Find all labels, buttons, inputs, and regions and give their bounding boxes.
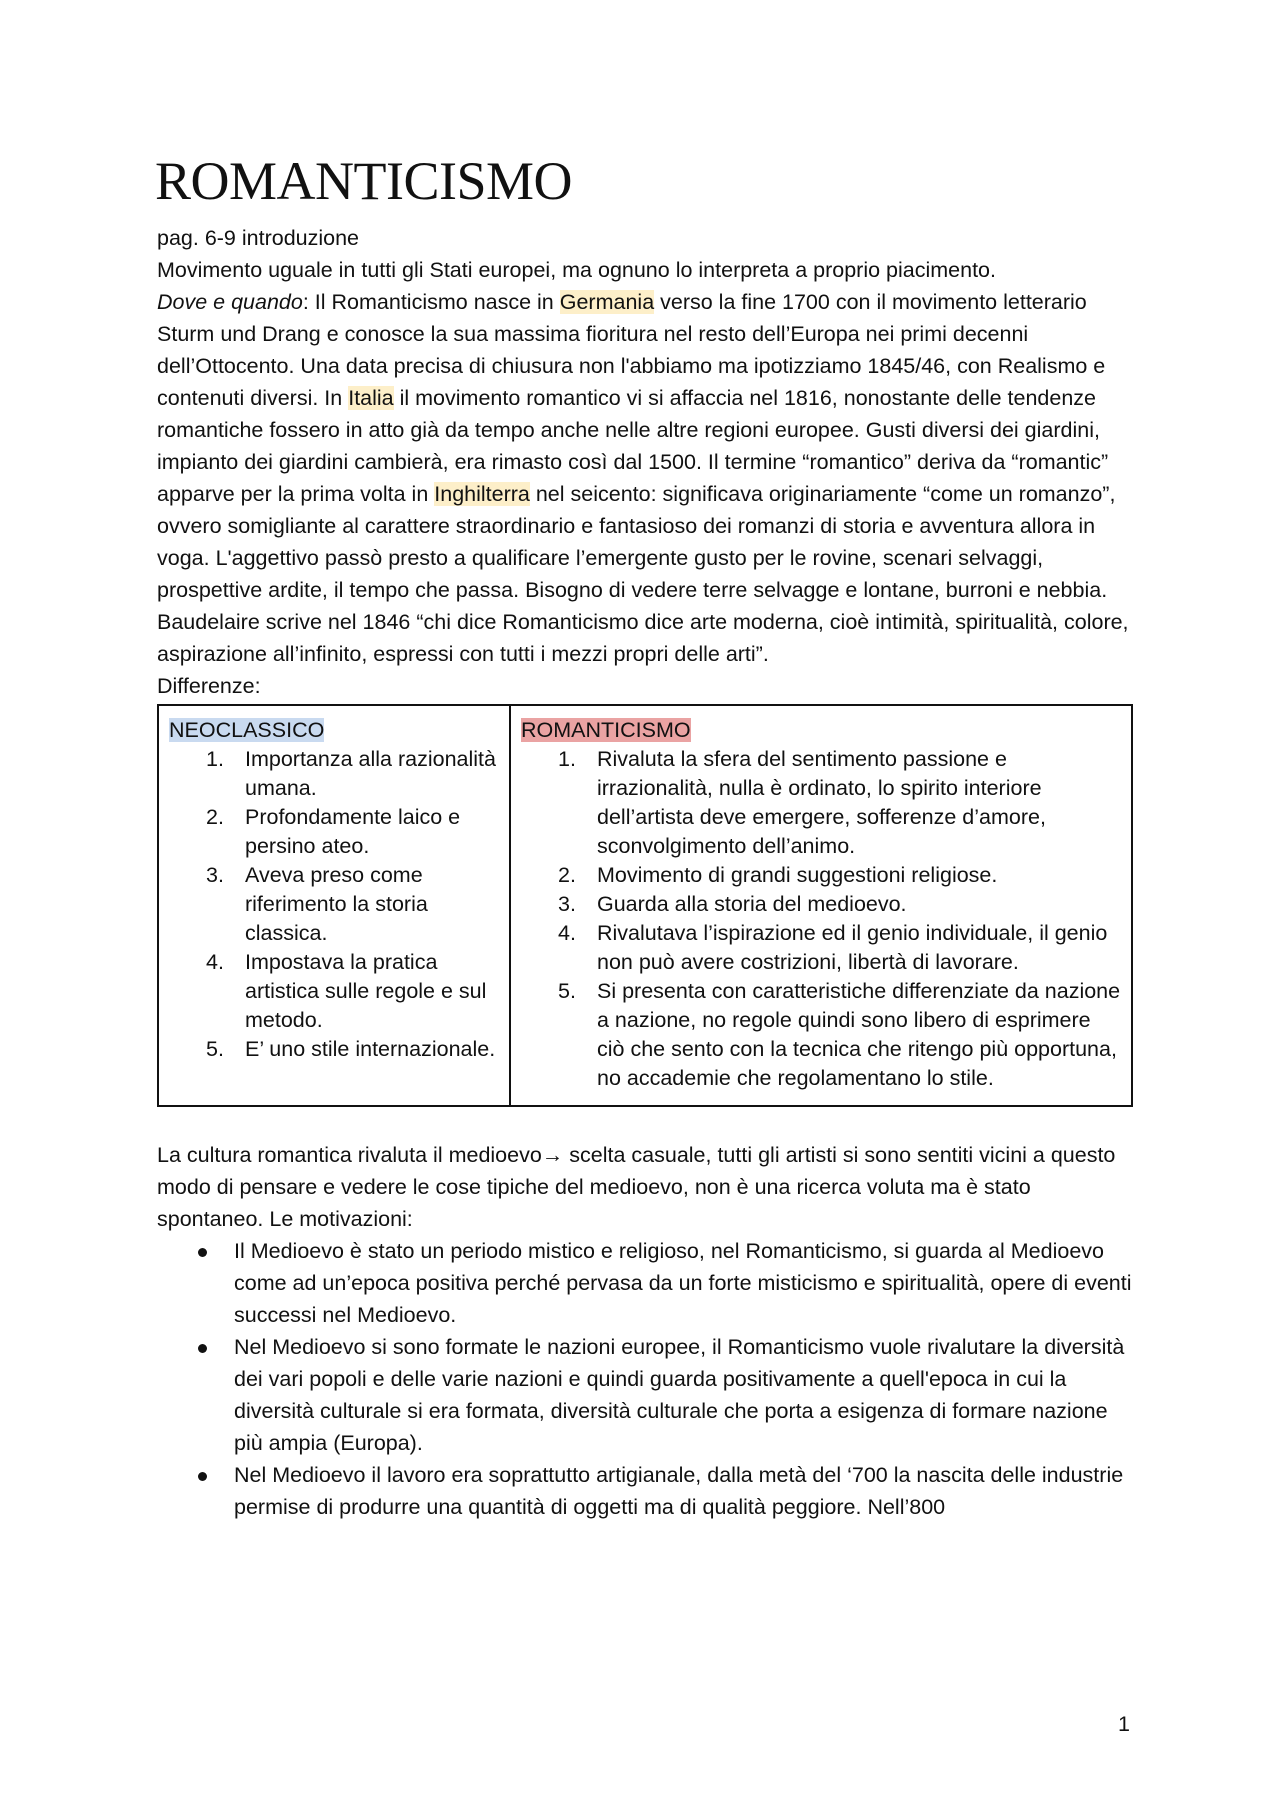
- highlight-germania: Germania: [559, 290, 655, 314]
- neoclassico-header: NEOCLASSICO: [169, 718, 325, 742]
- list-item: 1. Importanza alla razionalità umana.: [206, 747, 496, 800]
- highlight-italia: Italia: [348, 386, 394, 410]
- bullet-icon: [198, 1248, 207, 1257]
- list-item: 2. Profondamente laico e persino ateo.: [206, 805, 461, 858]
- dove-quando-label: Dove e quando: [157, 290, 303, 314]
- bullet-item: Nel Medioevo si sono formate le nazioni europee, il Romanticismo vuole rivalutare la diversità dei vari popoli e delle varie nazioni e quindi guarda positivamente a quell'epoca in cui la diversità culturale si era formata, diversità culturale che porta a esigenza di formare nazione più ampia (Europa).: [157, 1331, 1133, 1459]
- comparison-table: [157, 704, 1133, 1107]
- list-item: 2. Movimento di grandi suggestioni religiose.: [558, 863, 998, 887]
- page-number: 1: [1118, 1712, 1130, 1736]
- baudelaire-quote: Baudelaire scrive nel 1846 “chi dice Romanticismo dice arte moderna, cioè intimità, spiritualità, colore, aspirazione all’infinito, espressi con tutti i mezzi propri delle arti”.: [157, 610, 1129, 666]
- list-item: 3. Guarda alla storia del medioevo.: [558, 892, 907, 916]
- list-item: 5. E’ uno stile internazionale.: [206, 1037, 496, 1061]
- list-item: 4. Impostava la pratica artistica sulle regole e sul metodo.: [206, 950, 487, 1032]
- differenze-label: Differenze:: [157, 674, 261, 698]
- medioevo-paragraph: La cultura romantica rivaluta il medioevo→ scelta casuale, tutti gli artisti si sono sentiti vicini a questo modo di pensare e vedere le cose tipiche del medioevo, non è una ricerca voluta ma è stato spontaneo. Le motivazioni:: [157, 1143, 1116, 1231]
- romanticismo-column: [510, 705, 1132, 1106]
- romanticismo-header: ROMANTICISMO: [521, 718, 691, 742]
- list-item: 5. Si presenta con caratteristiche differenziate da nazione a nazione, no regole quindi sono libero di esprimere ciò che sento con la tecnica che ritengo più opportuna, no accademie che regolamentano lo stile.: [558, 979, 1121, 1090]
- bullet-item: Il Medioevo è stato un periodo mistico e religioso, nel Romanticismo, si guarda al Medioevo come ad un’epoca positiva perché pervasa da un forte misticismo e spiritualità, opere di eventi successi nel Medioevo.: [157, 1235, 1133, 1331]
- list-item: 3. Aveva preso come riferimento la storia classica.: [206, 863, 428, 945]
- list-item: 1. Rivaluta la sfera del sentimento passione e irrazionalità, nulla è ordinato, lo spirito interiore dell’artista deve emergere, sofferenze d’amore, sconvolgimento dell’animo.: [558, 747, 1046, 858]
- document-page: [157, 150, 1133, 1523]
- neoclassico-column: [158, 705, 510, 1106]
- intro-line: Movimento uguale in tutti gli Stati europei, ma ognuno lo interpreta a proprio piacimento.: [157, 258, 996, 282]
- list-item: 4. Rivalutava l’ispirazione ed il genio individuale, il genio non può avere costrizioni, libertà di lavorare.: [558, 921, 1108, 974]
- bullet-item: Nel Medioevo il lavoro era soprattutto artigianale, dalla metà del ‘700 la nascita delle industrie permise di produrre una quantità di oggetti ma di qualità peggiore. Nell’800: [157, 1459, 1133, 1523]
- page-title: ROMANTICISMO: [155, 151, 573, 211]
- highlight-inghilterra: Inghilterra: [434, 482, 530, 506]
- intro-paragraph: Dove e quando: Il Romanticismo nasce in Germania verso la fine 1700 con il movimento letterario Sturm und Drang e conosce la sua massima fioritura nel resto dell’Europa nei primi decenni dell’Ottocento. Una data precisa di chiusura non l'abbiamo ma ipotizziamo 1845/46, con Realismo e contenuti diversi. In Italia il movimento romantico vi si affaccia nel 1816, nonostante delle tendenze romantiche fossero in atto già da tempo anche nelle altre regioni europee. Gusti diversi dei giardini, impianto dei giardini cambierà, era rimasto così dal 1500. Il termine “romantico” deriva da “romantic” apparve per la prima volta in Inghilterra nel seicento: significava originariamente “come un romanzo”, ovvero somigliante al carattere straordinario e fantasioso dei romanzi di storia e avventura allora in voga. L'aggettivo passò presto a qualificare l’emergente gusto per le rovine, scenari selvaggi, prospettive ardite, il tempo che passa. Bisogno di vedere terre selvagge e lontane, burroni e nebbia.: [157, 290, 1116, 602]
- neoclassico-list: [169, 745, 499, 1064]
- romanticismo-list: [521, 745, 1121, 1093]
- bullet-icon: [198, 1472, 207, 1481]
- motivazioni-list: [157, 1235, 1133, 1523]
- page-reference: pag. 6-9 introduzione: [157, 226, 360, 250]
- bullet-icon: [198, 1344, 207, 1353]
